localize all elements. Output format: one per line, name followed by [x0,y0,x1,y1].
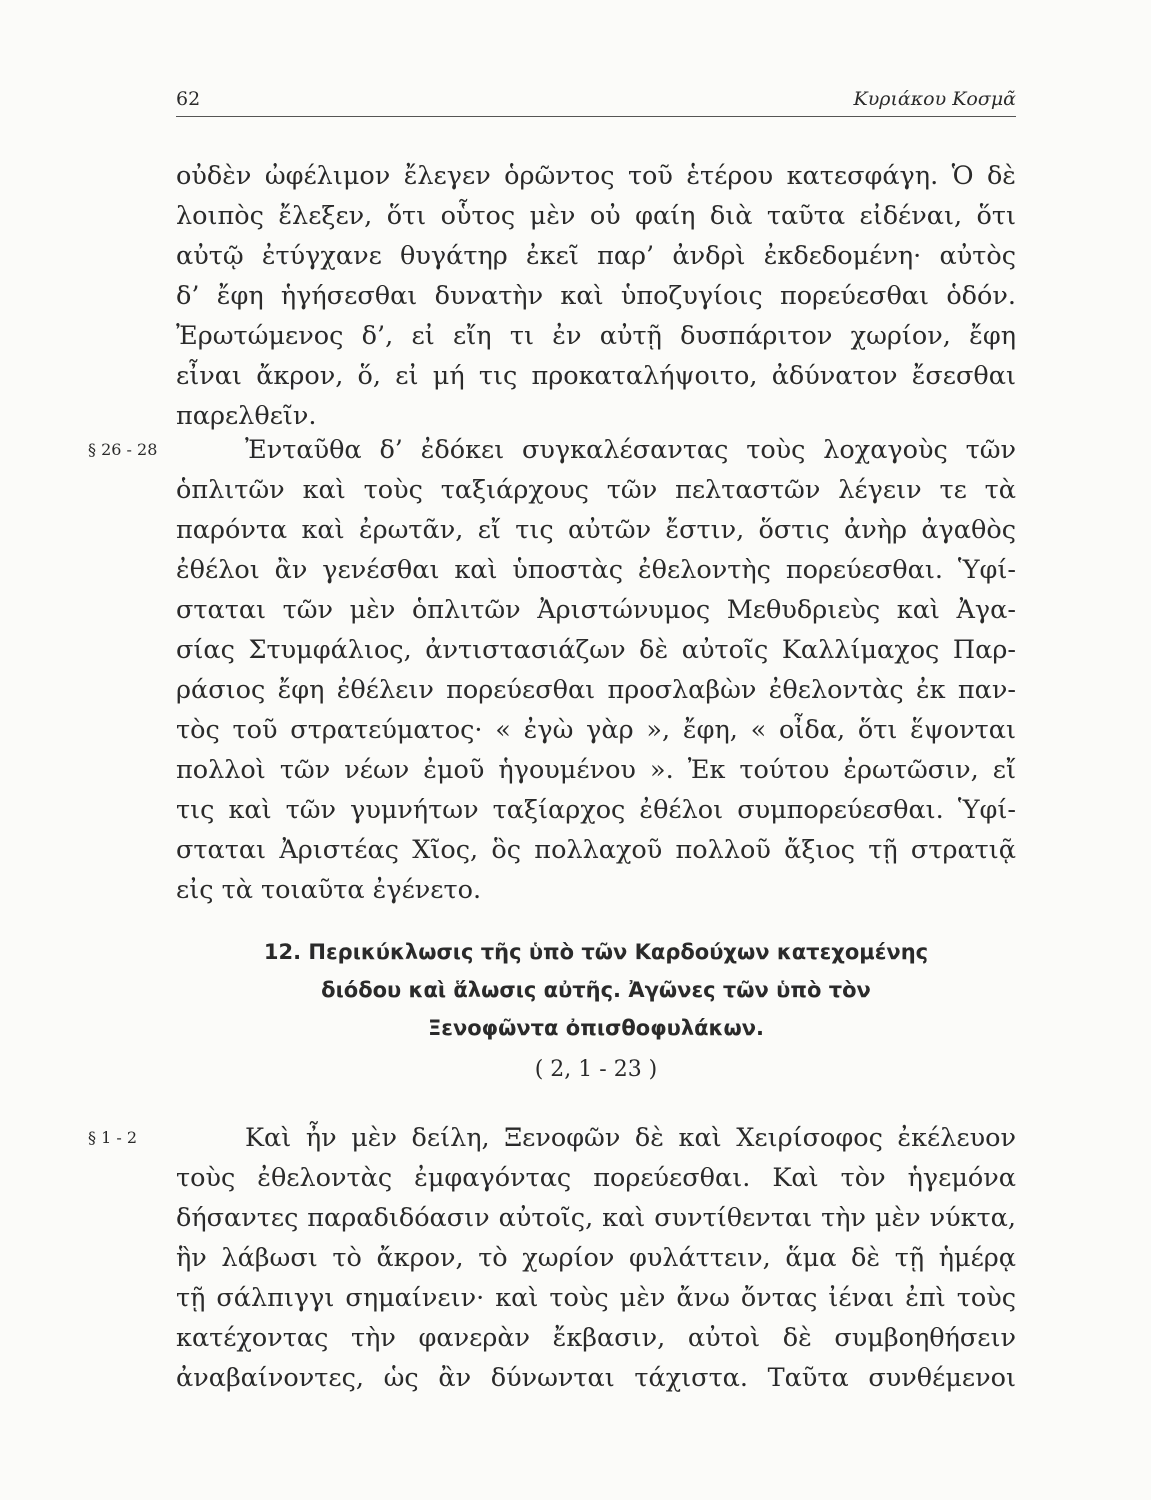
section-reference: ( 2, 1 - 23 ) [534,1057,658,1082]
margin-reference: § 26 - 28 [88,440,158,459]
running-head: Κυριάκου Κοσμᾶ [853,88,1016,110]
text-line: ὁπλιτῶν καὶ τοὺς ταξιάρχους τῶν πελταστῶν λέγειν τε τὰ [176,475,1016,505]
text-line: σταται τῶν μὲν ὁπλιτῶν Ἀριστώνυμος Μεθυδριεὺς καὶ Ἀγα- [176,595,1016,625]
text-line: τῇ σάλπιγγι σημαίνειν· καὶ τοὺς μὲν ἄνω ὄντας ἰέναι ἐπὶ τοὺς [176,1283,1016,1313]
text-line: ἐθέλοι ἂν γενέσθαι καὶ ὑποστὰς ἐθελοντὴς πορεύεσθαι. Ὑφί- [176,555,1016,585]
heading-line: Ξενοφῶντα ὀπισθοφυλάκων. [427,1016,765,1040]
text-line: ἣν λάβωσι τὸ ἄκρον, τὸ χωρίον φυλάττειν, ἅμα δὲ τῇ ἡμέρᾳ [176,1243,1016,1273]
text-line: Ἐρωτώμενος δ’, εἰ εἴη τι ἐν αὐτῇ δυσπάριτον χωρίον, ἔφη [176,321,1016,351]
text-line: τις καὶ τῶν γυμνήτων ταξίαρχος ἐθέλοι συμπορεύεσθαι. Ὑφί- [176,795,1016,825]
page-number: 62 [176,88,201,110]
margin-reference: § 1 - 2 [88,1128,138,1147]
text-line: οὐδὲν ὠφέλιμον ἔλεγεν ὁρῶντος τοῦ ἑτέρου κατεσφάγη. Ὁ δὲ [176,161,1016,191]
text-line: δ’ ἔφη ἡγήσεσθαι δυνατὴν καὶ ὑποζυγίοις πορεύεσθαι ὁδόν. [176,281,1016,311]
text-line: Καὶ ἦν μὲν δείλη, Ξενοφῶν δὲ καὶ Χειρίσοφος ἐκέλευον [245,1123,1016,1153]
text-line: τοὺς ἐθελοντὰς ἐμφαγόντας πορεύεσθαι. Καὶ τὸν ἡγεμόνα [176,1163,1016,1193]
heading-line: διόδου καὶ ἅλωσις αὐτῆς. Ἀγῶνες τῶν ὑπὸ τὸν [321,978,871,1002]
text-line: ἀναβαίνοντες, ὡς ἂν δύνωνται τάχιστα. Ταῦτα συνθέμενοι [176,1363,1016,1393]
text-line: αὐτῷ ἐτύγχανε θυγάτηρ ἐκεῖ παρ’ ἀνδρὶ ἐκδεδομένη· αὐτὸς [176,241,1016,271]
text-line: εἶναι ἄκρον, ὅ, εἰ μή τις προκαταλήψοιτο, ἀδύνατον ἔσεσθαι [176,361,1016,391]
text-line: παρελθεῖν. [176,401,317,431]
text-line: πολλοὶ τῶν νέων ἐμοῦ ἡγουμένου ». Ἐκ τούτου ἐρωτῶσιν, εἴ [176,755,1016,785]
text-line: παρόντα καὶ ἐρωτᾶν, εἴ τις αὐτῶν ἔστιν, ὅστις ἀνὴρ ἀγαθὸς [176,515,1016,545]
text-line: Ἐνταῦθα δ’ ἐδόκει συγκαλέσαντας τοὺς λοχαγοὺς τῶν [245,435,1016,465]
heading-line: 12. Περικύκλωσις τῆς ὑπὸ τῶν Καρδούχων κατεχομένης [263,940,929,964]
text-line: λοιπὸς ἔλεξεν, ὅτι οὗτος μὲν οὐ φαίη διὰ ταῦτα εἰδέναι, ὅτι [176,201,1016,231]
page-header [176,82,1016,117]
text-line: εἰς τὰ τοιαῦτα ἐγένετο. [176,875,482,905]
text-line: σίας Στυμφάλιος, ἀντιστασιάζων δὲ αὐτοῖς Καλλίμαχος Παρ- [176,635,1016,665]
text-line: δήσαντες παραδιδόασιν αὐτοῖς, καὶ συντίθενται τὴν μὲν νύκτα, [176,1203,1016,1233]
text-line: σταται Ἀριστέας Χῖος, ὃς πολλαχοῦ πολλοῦ ἄξιος τῇ στρατιᾷ [176,835,1016,865]
text-line: κατέχοντας τὴν φανερὰν ἔκβασιν, αὐτοὶ δὲ συμβοηθήσειν [176,1323,1016,1353]
text-line: ράσιος ἔφη ἐθέλειν πορεύεσθαι προσλαβὼν ἐθελοντὰς ἐκ παν- [176,675,1016,705]
text-line: τὸς τοῦ στρατεύματος· « ἐγὼ γὰρ », ἔφη, « οἶδα, ὅτι ἕψονται [176,715,1016,745]
